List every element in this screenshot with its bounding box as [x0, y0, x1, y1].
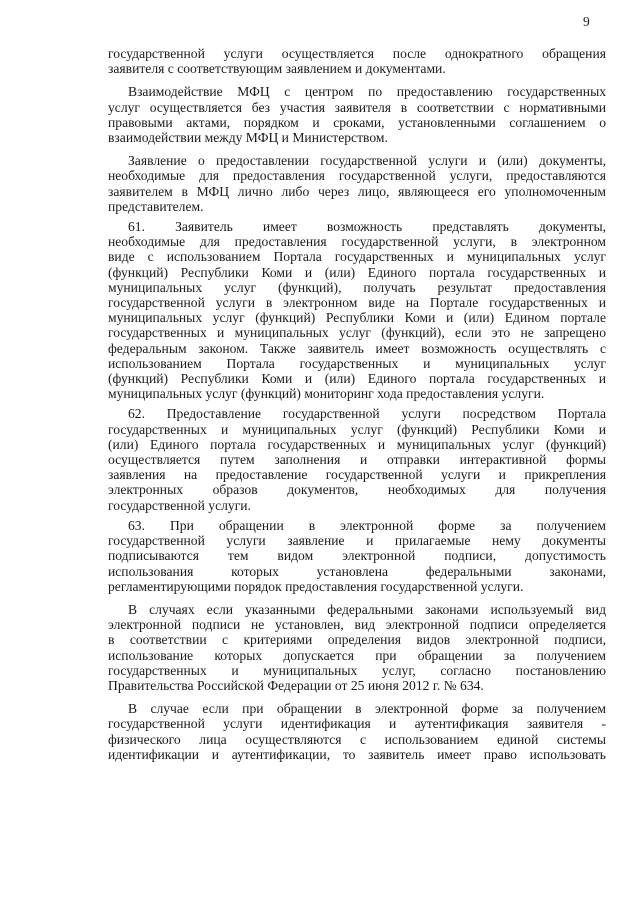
text-line: федеральным законом. Также заявитель имеет возможность осуществлять с: [108, 340, 606, 356]
text-line: необходимые для предоставления государственной услуги, предоставляются: [108, 168, 606, 184]
text-line: В случаях если указанными федеральными законами используемый вид: [128, 601, 606, 617]
paragraph: [108, 84, 606, 145]
text-line: использование которых допускается при обращении за получением: [108, 647, 606, 663]
text-line: использования которых установлена федеральными законами,: [108, 563, 606, 579]
paragraph: [108, 153, 606, 214]
text-line: необходимые для предоставления государственной услуги, в электронном: [108, 234, 606, 250]
text-line: подписываются тем видом электронной подписи, допустимость: [108, 548, 606, 564]
document-body: [108, 46, 606, 762]
paragraph: [108, 701, 606, 762]
text-line: заявления на предоставление государственной услуги и прикрепления: [108, 467, 606, 483]
text-line: электронной подписи не установлен, вид электронной подписи определяется: [108, 617, 606, 633]
text-line: регламентирующими порядок предоставления государственной услуги.: [108, 578, 524, 594]
paragraph-62: [108, 406, 606, 512]
text-line: государственной услуги заявление и прилагаемые нему документы: [108, 533, 606, 549]
text-line: муниципальных услуг (функций) мониторинг хода предоставления услуги.: [108, 386, 545, 402]
text-line: услуг осуществляется без участия заявителя в соответствии с нормативными: [108, 99, 606, 115]
text-line: 62. Предоставление государственной услуги посредством Портала: [128, 406, 606, 422]
text-line: Правительства Российской Федерации от 25 июня 2012 г. № 634.: [108, 677, 484, 693]
paragraph-61: [108, 219, 606, 401]
paragraph-63: [108, 518, 606, 594]
text-line: использованием Портала государственных и муниципальных услуг: [108, 355, 606, 371]
text-line: государственных и муниципальных услуг (функций), если это не запрещено: [108, 325, 606, 341]
text-line: государственной услуги в электронном виде на Портале государственных и: [108, 295, 606, 311]
paragraph: [108, 602, 606, 693]
text-line: физического лица осуществляются с использованием единой системы: [108, 731, 606, 747]
text-line: государственных и муниципальных услуг, согласно постановлению: [108, 662, 606, 678]
text-line: (функций) Республики Коми и (или) Единого портала государственных и: [108, 371, 606, 387]
text-line: виде с использованием Портала государственных и муниципальных услуг: [108, 249, 606, 265]
text-line: представителем.: [108, 198, 204, 214]
text-line: в соответствии с критериями определения видов электронной подписи,: [108, 632, 606, 648]
text-line: государственной услуги осуществляется после однократного обращения: [108, 46, 606, 61]
text-line: Заявление о предоставлении государственной услуги и (или) документы,: [128, 153, 606, 169]
text-line: государственной услуги идентификация и аутентификация заявителя -: [108, 716, 606, 732]
text-line: электронных образов документов, необходимых для получения: [108, 482, 606, 498]
text-line: государственной услуги.: [108, 497, 251, 513]
paragraph: [108, 46, 606, 76]
text-line: государственных и муниципальных услуг (функций) Республики Коми и: [108, 421, 606, 437]
text-line: идентификации и аутентификации, то заявитель имеет право использовать: [108, 746, 606, 762]
text-line: (или) Единого портала государственных и муниципальных услуг (функций): [108, 436, 606, 452]
text-line: заявителя с соответствующим заявлением и документами.: [108, 61, 446, 77]
text-line: осуществляется путем заполнения и отправки интерактивной формы: [108, 452, 606, 468]
text-line: заявителем в МФЦ лично либо через лицо, являющееся его уполномоченным: [108, 183, 606, 199]
text-line: муниципальных услуг (функций) Республики Коми и (или) Едином портале: [108, 310, 606, 326]
page-number: 9: [583, 14, 590, 29]
text-line: взаимодействии между МФЦ и Министерством.: [108, 130, 388, 146]
text-line: 63. При обращении в электронной форме за получением: [128, 517, 606, 533]
text-line: 61. Заявитель имеет возможность представлять документы,: [128, 219, 606, 235]
text-line: Взаимодействие МФЦ с центром по предоставлению государственных: [128, 84, 606, 100]
text-line: правовыми актами, порядком и сроками, установленными соглашением о: [108, 114, 606, 130]
text-line: В случае если при обращении в электронной форме за получением: [128, 701, 606, 717]
text-line: муниципальных услуг (функций), получать результат предоставления: [108, 279, 606, 295]
text-line: (функций) Республики Коми и (или) Единого портала государственных и: [108, 264, 606, 280]
